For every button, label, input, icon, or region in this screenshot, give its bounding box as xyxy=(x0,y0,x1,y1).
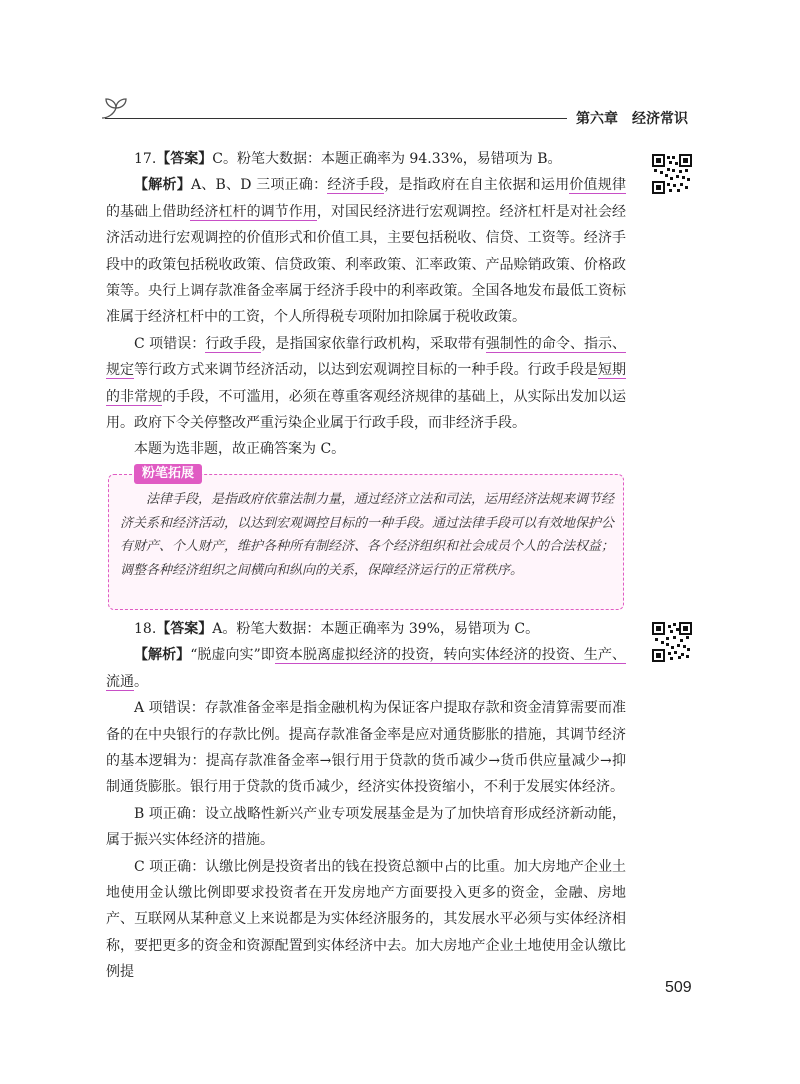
extension-badge: 粉笔拓展 xyxy=(134,464,202,484)
q17-answer: 17.【答案】C。粉笔大数据：本题正确率为 94.33%，易错项为 B。 xyxy=(134,151,562,167)
key-term: 经济杠杆的调节作用 xyxy=(190,203,317,220)
question-18 xyxy=(106,616,626,986)
chapter-title: 经济常识 xyxy=(632,111,688,127)
q18-analysis-p2: A 项错误：存款准备金率是指金融机构为保证客户提取存款和资金清算需要而准备的在中央银行的存款比例。提高存款准备金率是应对通货膨胀的措施，其调节经济的基本逻辑为：提高存款准备金率→银行用于贷款的货币减少→货币供应量减少→抑制通货膨胀。银行用于贷款的货币减少，经济实体投资缩小，不利于发展实体经济。 xyxy=(106,700,626,796)
q18-answer: 18.【答案】A。粉笔大数据：本题正确率为 39%，易错项为 C。 xyxy=(134,621,540,637)
qr-code-icon[interactable] xyxy=(652,154,692,194)
chapter-number: 第六章 xyxy=(576,111,618,127)
page-number: 509 xyxy=(665,979,692,996)
analysis-tag: 【解析】 xyxy=(134,647,191,664)
q18-analysis-p4: C 项正确：认缴比例是投资者出的钱在投资总额中占的比重。加大房地产企业土地使用金认缴比例即要求投资者在开发房地产方面要投入更多的资金，金融、房地产、互联网从某种意义上来说都是为实体经济服务的，其发展水平必须与实体经济相称，要把更多的资金和资源配置到实体经济中去。加大房地产企业土地使用金认缴比例提 xyxy=(106,858,626,981)
answer-tag: 【答案】 xyxy=(156,151,213,167)
key-term: 短期的非常规 xyxy=(106,362,627,405)
key-term: 价值规律 xyxy=(569,177,627,194)
answer-tag: 【答案】 xyxy=(156,621,213,637)
q17-analysis-p1: 【解析】A、B、D 三项正确：经济手段，是指政府在自主依据和运用价值规律的基础上借助经济杠杆的调节作用，对国民经济进行宏观调控。经济杠杆是对社会经济活动进行宏观调控的价值形式和价值工具，主要包括税收、信贷、工资等。经济手段中的政策包括税收政策、信贷政策、利率政策、汇率政策、产品赊销政策、价格政策等。央行上调存款准备金率属于经济手段中的利率政策。全国各地发布最低工资标准属于经济杠杆中的工资，个人所得税专项附加扣除属于税收政策。 xyxy=(106,177,627,326)
q18-analysis-p1: 【解析】“脱虚向实”即资本脱离虚拟经济的投资，转向实体经济的投资、生产、流通。 xyxy=(106,647,627,690)
q17-conclusion: 本题为选非题，故正确答案为 C。 xyxy=(134,441,346,458)
q18-analysis-p3: B 项正确：设立战略性新兴产业专项发展基金是为了加快培育形成经济新动能，属于振兴实体经济的措施。 xyxy=(106,805,626,849)
analysis-tag: 【解析】 xyxy=(134,177,191,194)
q17-analysis-p2: C 项错误：行政手段，是指国家依靠行政机构，采取带有强制性的命令、指示、规定等行政方式来调节经济活动，以达到宏观调控目标的一种手段。行政手段是短期的非常规的手段，不可滥用，必须在尊重客观经济规律的基础上，从实际出发加以运用。政府下令关停整改严重污染企业属于行政手段，而非经济手段。 xyxy=(106,335,627,432)
chapter-heading xyxy=(576,108,702,128)
key-term: 经济手段 xyxy=(327,177,385,194)
key-term: 行政手段 xyxy=(205,335,262,352)
key-term: 强制性的命令、指示、规定 xyxy=(106,335,627,379)
extension-text: 法律手段，是指政府依靠法制力量，通过经济立法和司法，运用经济法规来调节经济关系和经济活动，以达到宏观调控目标的一种手段。通过法律手段可以有效地保护公有财产、个人财产，维护各种所有制经济、各个经济组织和社会成员个人的合法权益；调整各种经济组织之间横向和纵向的关系，保障经济运行的正常秩序。 xyxy=(120,492,615,578)
leaf-icon xyxy=(100,96,134,120)
header-rule xyxy=(105,118,567,119)
qr-code-icon[interactable] xyxy=(652,622,692,662)
key-term: 资本脱离虚拟经济的投资，转向实体经济的投资、生产、流通 xyxy=(106,647,627,690)
question-17 xyxy=(106,146,626,463)
